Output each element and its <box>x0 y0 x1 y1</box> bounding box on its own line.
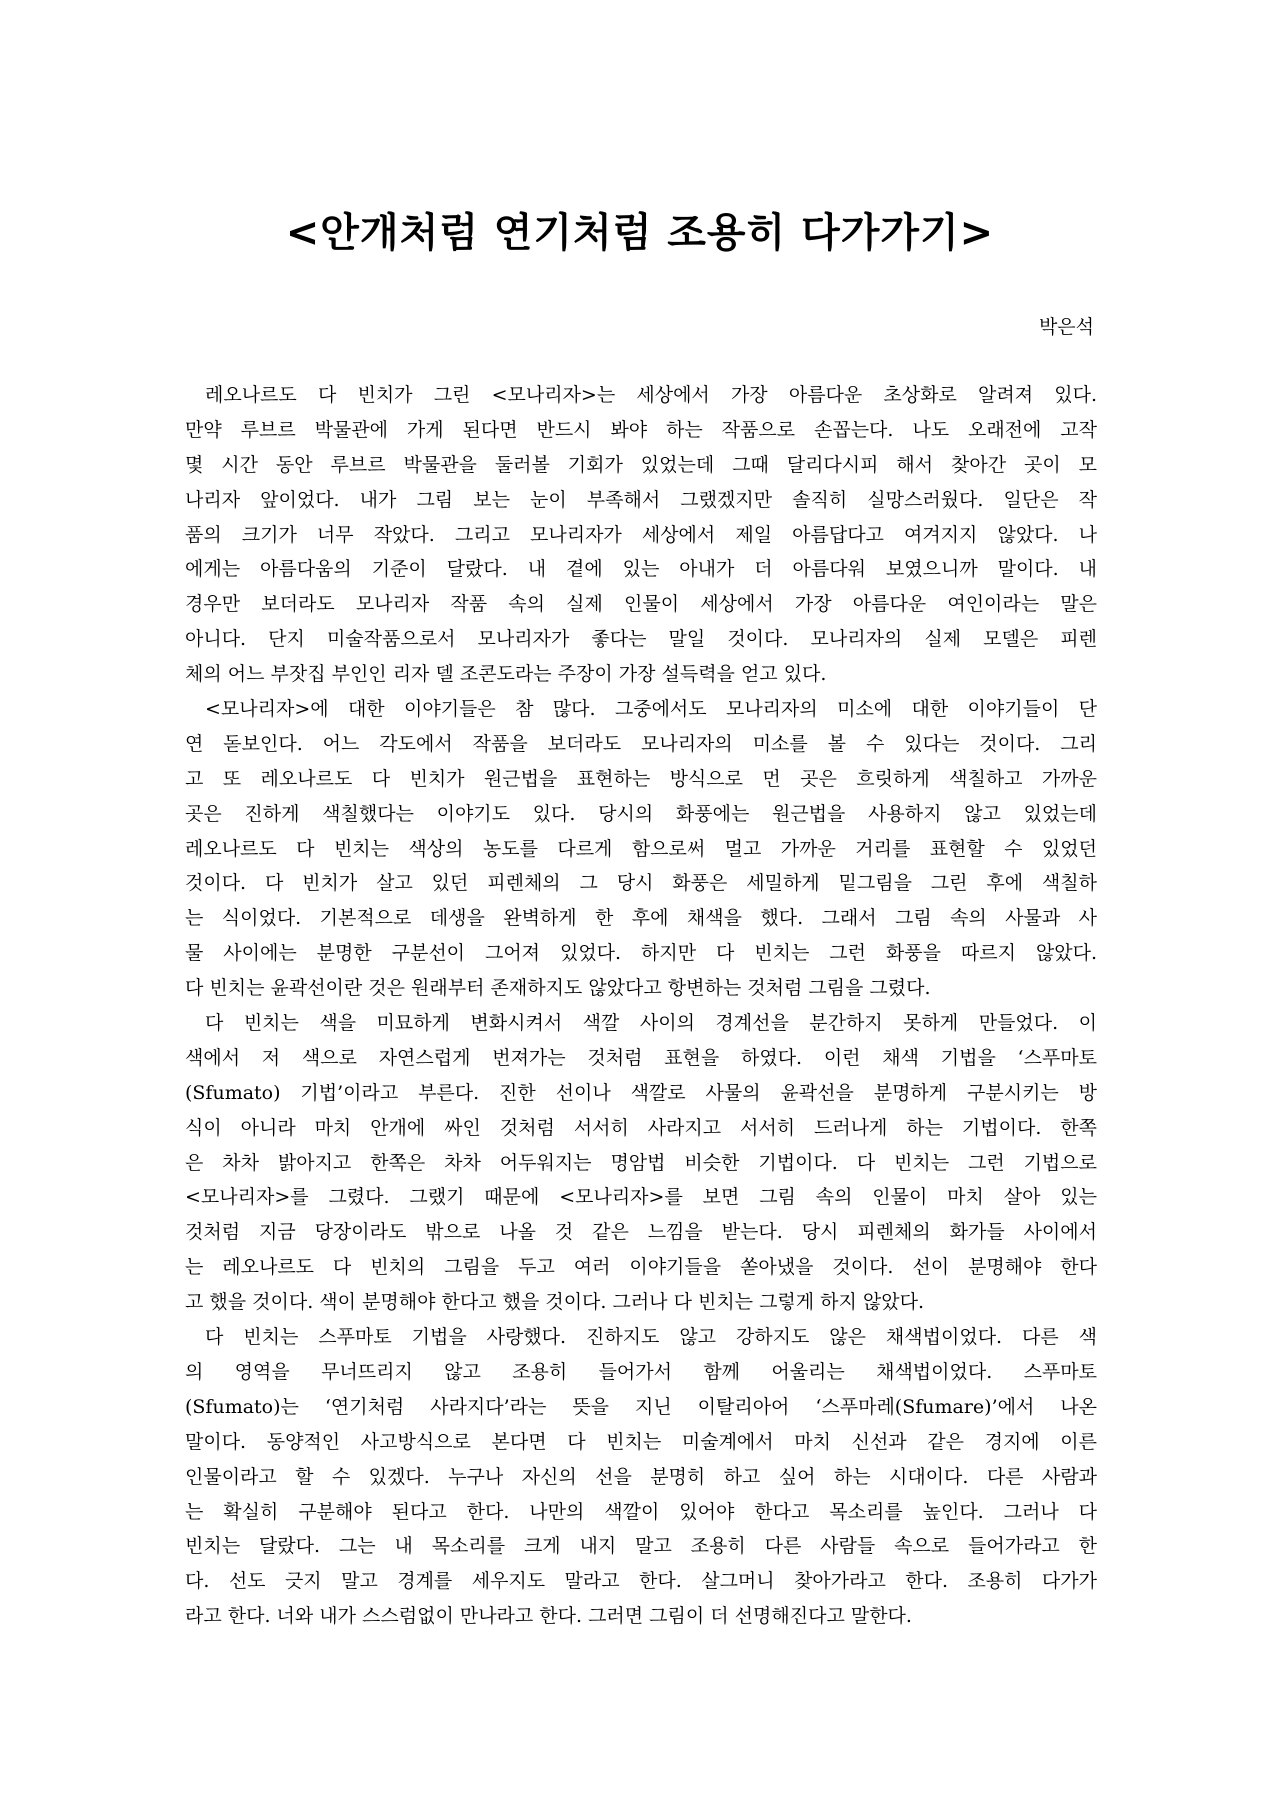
text-line: 체의 어느 부잣집 부인인 리자 델 조콘도라는 주장이 가장 설득력을 얻고 있다. <box>185 663 827 686</box>
text-line: (Sfumato) 기법’이라고 부른다. 진한 선이나 색깔로 사물의 윤곽선을 분명하게 구분시키는 방 <box>185 1081 1097 1104</box>
text-line: 는 확실히 구분해야 된다고 한다. 나만의 색깔이 있어야 한다고 목소리를 높인다. 그러나 다 <box>185 1500 1097 1523</box>
author-name: 박은석 <box>1038 316 1094 338</box>
text-line: 다 빈치는 색을 미묘하게 변화시켜서 색깔 사이의 경계선을 분간하지 못하게 만들었다. 이 <box>205 1012 1097 1035</box>
text-line: 품의 크기가 너무 작았다. 그리고 모나리자가 세상에서 제일 아름답다고 여겨지지 않았다. 나 <box>185 523 1097 546</box>
text-line: 아니다. 단지 미술작품으로서 모나리자가 좋다는 말일 것이다. 모나리자의 실제 모델은 피렌 <box>185 628 1097 651</box>
text-line: 빈치는 달랐다. 그는 내 목소리를 크게 내지 말고 조용히 다른 사람들 속으로 들어가라고 한 <box>185 1535 1097 1558</box>
text-line: 것처럼 지금 당장이라도 밖으로 나올 것 같은 느낌을 받는다. 당시 피렌체의 화가들 사이에서 <box>185 1221 1097 1244</box>
text-line: <모나리자>에 대한 이야기들은 참 많다. 그중에서도 모나리자의 미소에 대한 이야기들이 단 <box>205 698 1097 721</box>
text-line: 물 사이에는 분명한 구분선이 그어져 있었다. 하지만 다 빈치는 그런 화풍을 따르지 않았다. <box>185 942 1097 965</box>
text-line: 에게는 아름다움의 기준이 달랐다. 내 곁에 있는 아내가 더 아름다워 보였으니까 말이다. 내 <box>185 558 1097 581</box>
paragraph <box>185 692 1097 1006</box>
text-line: 식이 아니라 마치 안개에 싸인 것처럼 서서히 사라지고 서서히 드러나게 하는 기법이다. 한쪽 <box>185 1116 1097 1139</box>
paragraph <box>185 1320 1097 1634</box>
text-line: 인물이라고 할 수 있겠다. 누구나 자신의 선을 분명히 하고 싶어 하는 시대이다. 다른 사람과 <box>185 1465 1097 1488</box>
text-line: 고 또 레오나르도 다 빈치가 원근법을 표현하는 방식으로 먼 곳은 흐릿하게 색칠하고 가까운 <box>185 767 1097 790</box>
text-line: 은 차차 밝아지고 한쪽은 차차 어두워지는 명암법 비슷한 기법이다. 다 빈치는 그런 기법으로 <box>185 1151 1097 1174</box>
text-line: 경우만 보더라도 모나리자 작품 속의 실제 인물이 세상에서 가장 아름다운 여인이라는 말은 <box>185 593 1097 616</box>
text-line: 레오나르도 다 빈치가 그린 <모나리자>는 세상에서 가장 아름다운 초상화로 알려져 있다. <box>205 384 1097 406</box>
text-line: 것이다. 다 빈치가 살고 있던 피렌체의 그 당시 화풍은 세밀하게 밑그림을 그린 후에 색칠하 <box>185 872 1097 895</box>
text-line: 나리자 앞이었다. 내가 그림 보는 눈이 부족해서 그랬겠지만 솔직히 실망스러웠다. 일단은 작 <box>185 488 1097 511</box>
text-line: 다. 선도 긋지 말고 경계를 세우지도 말라고 한다. 살그머니 찾아가라고 한다. 조용히 다가가 <box>185 1570 1097 1593</box>
text-line: 만약 루브르 박물관에 가게 된다면 반드시 봐야 하는 작품으로 손꼽는다. 나도 오래전에 고작 <box>185 418 1097 441</box>
text-line: 는 식이었다. 기본적으로 데생을 완벽하게 한 후에 채색을 했다. 그래서 그림 속의 사물과 사 <box>185 907 1097 930</box>
text-line: 색에서 저 색으로 자연스럽게 번져가는 것처럼 표현을 하였다. 이런 채색 기법을 ‘스푸마토 <box>185 1046 1097 1069</box>
text-line: (Sfumato)는 ‘연기처럼 사라지다’라는 뜻을 지닌 이탈리아어 ‘스푸마레(Sfumare)’에서 나온 <box>185 1395 1097 1418</box>
text-line: 연 돋보인다. 어느 각도에서 작품을 보더라도 모나리자의 미소를 볼 수 있다는 것이다. 그리 <box>185 732 1097 755</box>
text-line: 레오나르도 다 빈치는 색상의 농도를 다르게 함으로써 멀고 가까운 거리를 표현할 수 있었던 <box>185 837 1097 860</box>
text-line: <모나리자>를 그렸다. 그랬기 때문에 <모나리자>를 보면 그림 속의 인물이 마치 살아 있는 <box>185 1186 1097 1209</box>
text-line: 는 레오나르도 다 빈치의 그림을 두고 여러 이야기들을 쏟아냈을 것이다. 선이 분명해야 한다 <box>185 1256 1097 1279</box>
document-body <box>185 378 1097 1634</box>
paragraph <box>185 378 1097 692</box>
text-line: 말이다. 동양적인 사고방식으로 본다면 다 빈치는 미술계에서 마치 신선과 같은 경지에 이른 <box>185 1430 1097 1453</box>
text-line: 고 했을 것이다. 색이 분명해야 한다고 했을 것이다. 그러나 다 빈치는 그렇게 하지 않았다. <box>185 1291 925 1314</box>
text-line: 의 영역을 무너뜨리지 않고 조용히 들어가서 함께 어울리는 채색법이었다. 스푸마토 <box>185 1360 1097 1383</box>
paragraph <box>185 1006 1097 1320</box>
text-line: 다 빈치는 스푸마토 기법을 사랑했다. 진하지도 않고 강하지도 않은 채색법이었다. 다른 색 <box>205 1326 1097 1349</box>
text-line: 몇 시간 동안 루브르 박물관을 둘러볼 기회가 있었는데 그때 달리다시피 해서 찾아간 곳이 모 <box>185 453 1097 476</box>
document-title: <안개처럼 연기처럼 조용히 다가가기> <box>285 210 995 256</box>
text-line: 다 빈치는 윤곽선이란 것은 원래부터 존재하지도 않았다고 항변하는 것처럼 그림을 그렸다. <box>185 977 931 1000</box>
text-line: 라고 한다. 너와 내가 스스럼없이 만나라고 한다. 그러면 그림이 더 선명해진다고 말한다. <box>185 1605 912 1628</box>
text-line: 곳은 진하게 색칠했다는 이야기도 있다. 당시의 화풍에는 원근법을 사용하지 않고 있었는데 <box>185 802 1097 825</box>
